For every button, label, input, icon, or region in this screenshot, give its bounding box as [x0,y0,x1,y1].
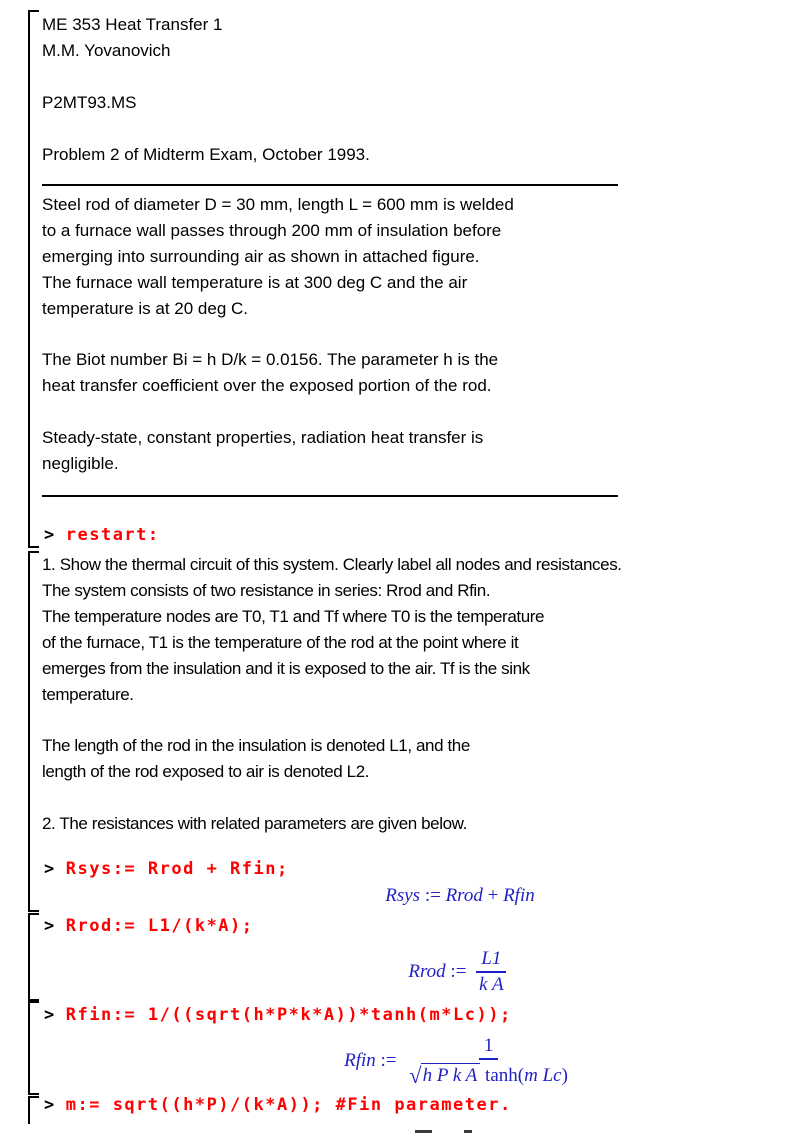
problem-para1-line: The furnace wall temperature is at 300 deg C and the air [42,273,468,292]
maple-input-rsys[interactable] [44,859,289,879]
problem-para3-line: Steady-state, constant properties, radiation heat transfer is [42,428,484,447]
input-code[interactable]: Rfin:= 1/((sqrt(h*P*k*A))*tanh(m*Lc)); [65,1005,512,1025]
assign-operator: := [375,1050,402,1071]
group-bracket-3 [28,913,39,1001]
solution-para1-line: of the furnace, T1 is the temperature of the rod at the point where it [42,633,519,652]
sqrt-radical-sign: √ [409,1063,422,1088]
solution-para2-line: length of the rod exposed to air is denoted L2. [42,762,370,781]
solution-para1-line: 1. Show the thermal circuit of this system. Clearly label all nodes and resistances. [42,555,622,574]
maple-output-rsys [120,884,798,908]
solution-para2-line: The length of the rod in the insulation is denoted L1, and the [42,736,470,755]
maple-input-rrod[interactable] [44,916,254,936]
input-prompt: > [44,859,56,879]
fraction [404,1035,573,1087]
problem-title: Problem 2 of Midterm Exam, October 1993. [42,145,370,164]
plus-operator: + [482,885,504,906]
problem-para1-line: Steel rod of diameter D = 30 mm, length L = 600 mm is welded [42,195,514,214]
fraction-numerator: L1 [476,948,506,973]
fraction-denominator: k A [479,974,504,995]
solution-para1-line: The temperature nodes are T0, T1 and Tf where T0 is the temperature [42,607,545,626]
input-prompt: > [44,1005,56,1025]
group-bracket-5 [28,1096,39,1124]
tanh-function: tanh [480,1065,518,1086]
input-code[interactable]: m:= sqrt((h*P)/(k*A)); #Fin parameter. [65,1095,512,1115]
group-bracket-4 [28,1001,39,1095]
solution-para1-line: The system consists of two resistance in series: Rrod and Rfin. [42,581,491,600]
paren-close: ) [561,1065,568,1086]
group-bracket-2 [28,551,39,912]
output-term: Rrod [445,885,483,906]
input-code[interactable]: Rsys:= Rrod + Rfin; [65,859,289,879]
maple-output-rfin [120,1030,798,1092]
problem-para1-line: emerging into surrounding air as shown in attached figure. [42,247,480,266]
input-code[interactable]: Rrod:= L1/(k*A); [65,916,254,936]
sqrt-radicand: h P k A [421,1063,481,1086]
problem-para2-line: The Biot number Bi = h D/k = 0.0156. The parameter h is the [42,350,499,369]
input-code[interactable]: restart: [65,525,160,545]
maple-input-rfin[interactable] [44,1005,512,1025]
output-lhs: Rsys [385,885,421,906]
fraction-numerator: 1 [479,1035,499,1060]
input-prompt: > [44,1095,56,1115]
horizontal-rule-top [42,184,618,186]
horizontal-rule-bottom [42,495,618,497]
solution-para3-line: 2. The resistances with related parameters are given below. [42,814,467,833]
cutoff-output-fragment [464,1130,472,1133]
problem-para3-line: negligible. [42,454,119,473]
output-lhs: Rrod [408,961,446,982]
course-title: ME 353 Heat Transfer 1 [42,15,223,34]
assign-operator: := [445,961,472,982]
problem-para2-line: heat transfer coefficient over the exposed portion of the rod. [42,376,492,395]
group-bracket-1 [28,10,39,548]
maple-output-rrod [120,944,798,1000]
input-prompt: > [44,916,56,936]
solution-para1-line: temperature. [42,685,134,704]
worksheet-filename: P2MT93.MS [42,93,137,112]
fraction [474,948,508,996]
fraction-denominator [404,1060,573,1087]
problem-para1-line: temperature is at 20 deg C. [42,299,249,318]
solution-para1-line: emerges from the insulation and it is exposed to the air. Tf is the sink [42,659,530,678]
problem-para1-line: to a furnace wall passes through 200 mm of insulation before [42,221,502,240]
output-lhs: Rfin [344,1050,376,1071]
cutoff-output-fragment [415,1130,432,1133]
input-prompt: > [44,525,56,545]
tanh-argument: m Lc [524,1065,562,1086]
assign-operator: := [420,885,446,906]
paren-open: ( [517,1065,525,1086]
maple-input-restart[interactable] [44,525,160,545]
output-term: Rfin [503,885,535,906]
author-name: M.M. Yovanovich [42,41,171,60]
maple-input-m[interactable] [44,1095,512,1115]
